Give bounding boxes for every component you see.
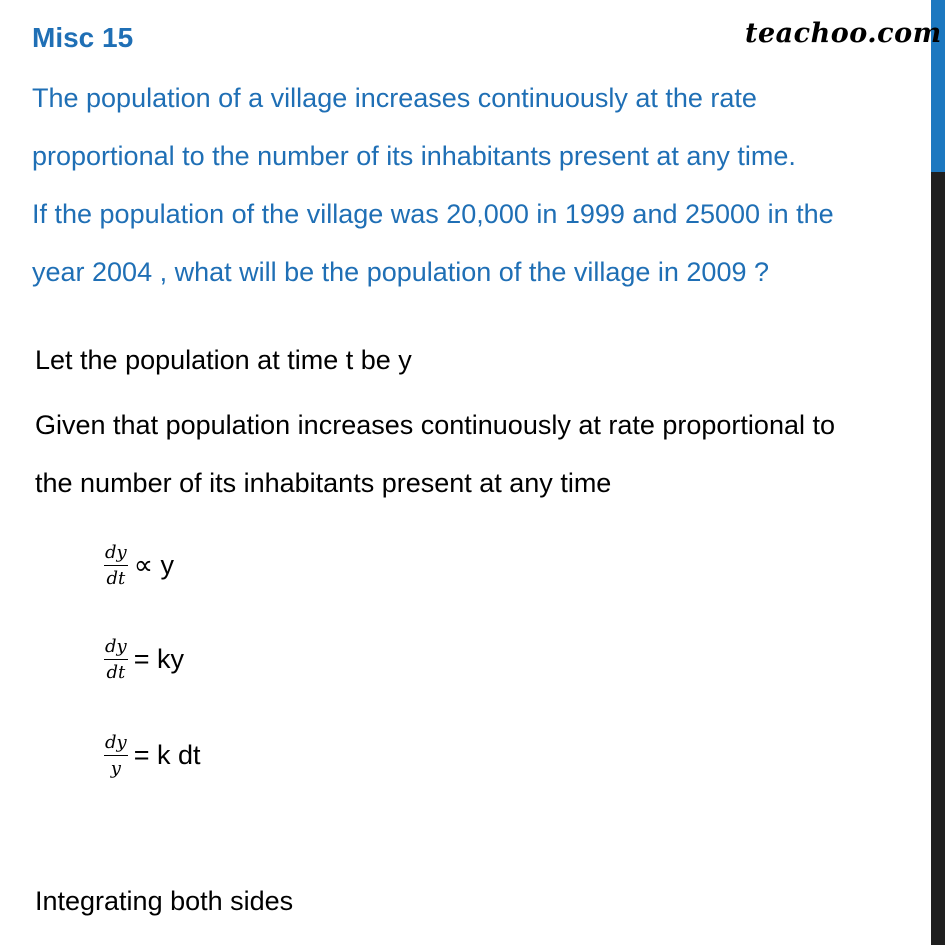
equation-rhs: ∝ y bbox=[133, 550, 174, 580]
question-line: year 2004 , what will be the population of the village in 2009 ? bbox=[32, 257, 770, 287]
scrollbar[interactable] bbox=[931, 0, 945, 945]
question-line: The population of a village increases continuously at the rate bbox=[32, 83, 757, 113]
equation-proportional bbox=[104, 542, 174, 589]
fraction-numerator: dy bbox=[104, 542, 128, 566]
page-title: Misc 15 bbox=[32, 22, 134, 53]
fraction-numerator: dy bbox=[104, 732, 128, 756]
equation-rhs: = k dt bbox=[133, 740, 201, 770]
separated-fraction bbox=[104, 732, 128, 779]
brand-logo: teachoo.com bbox=[745, 18, 942, 49]
equation-separated bbox=[104, 732, 201, 779]
fraction-denominator: dt bbox=[106, 568, 126, 589]
derivative-fraction bbox=[104, 636, 128, 683]
equation-rate bbox=[104, 636, 184, 683]
fraction-numerator: dy bbox=[104, 636, 128, 660]
given-line: the number of its inhabitants present at any time bbox=[35, 468, 612, 498]
given-line: Given that population increases continuously at rate proportional to bbox=[35, 410, 835, 440]
fraction-denominator: y bbox=[110, 758, 121, 779]
solution-intro: Let the population at time t be y bbox=[35, 345, 412, 375]
integrating-step: Integrating both sides bbox=[35, 886, 294, 916]
question-line: If the population of the village was 20,000 in 1999 and 25000 in the bbox=[32, 199, 834, 229]
equation-rhs: = ky bbox=[133, 644, 184, 674]
derivative-fraction bbox=[104, 542, 128, 589]
fraction-denominator: dt bbox=[106, 662, 126, 683]
question-line: proportional to the number of its inhabitants present at any time. bbox=[32, 141, 796, 171]
